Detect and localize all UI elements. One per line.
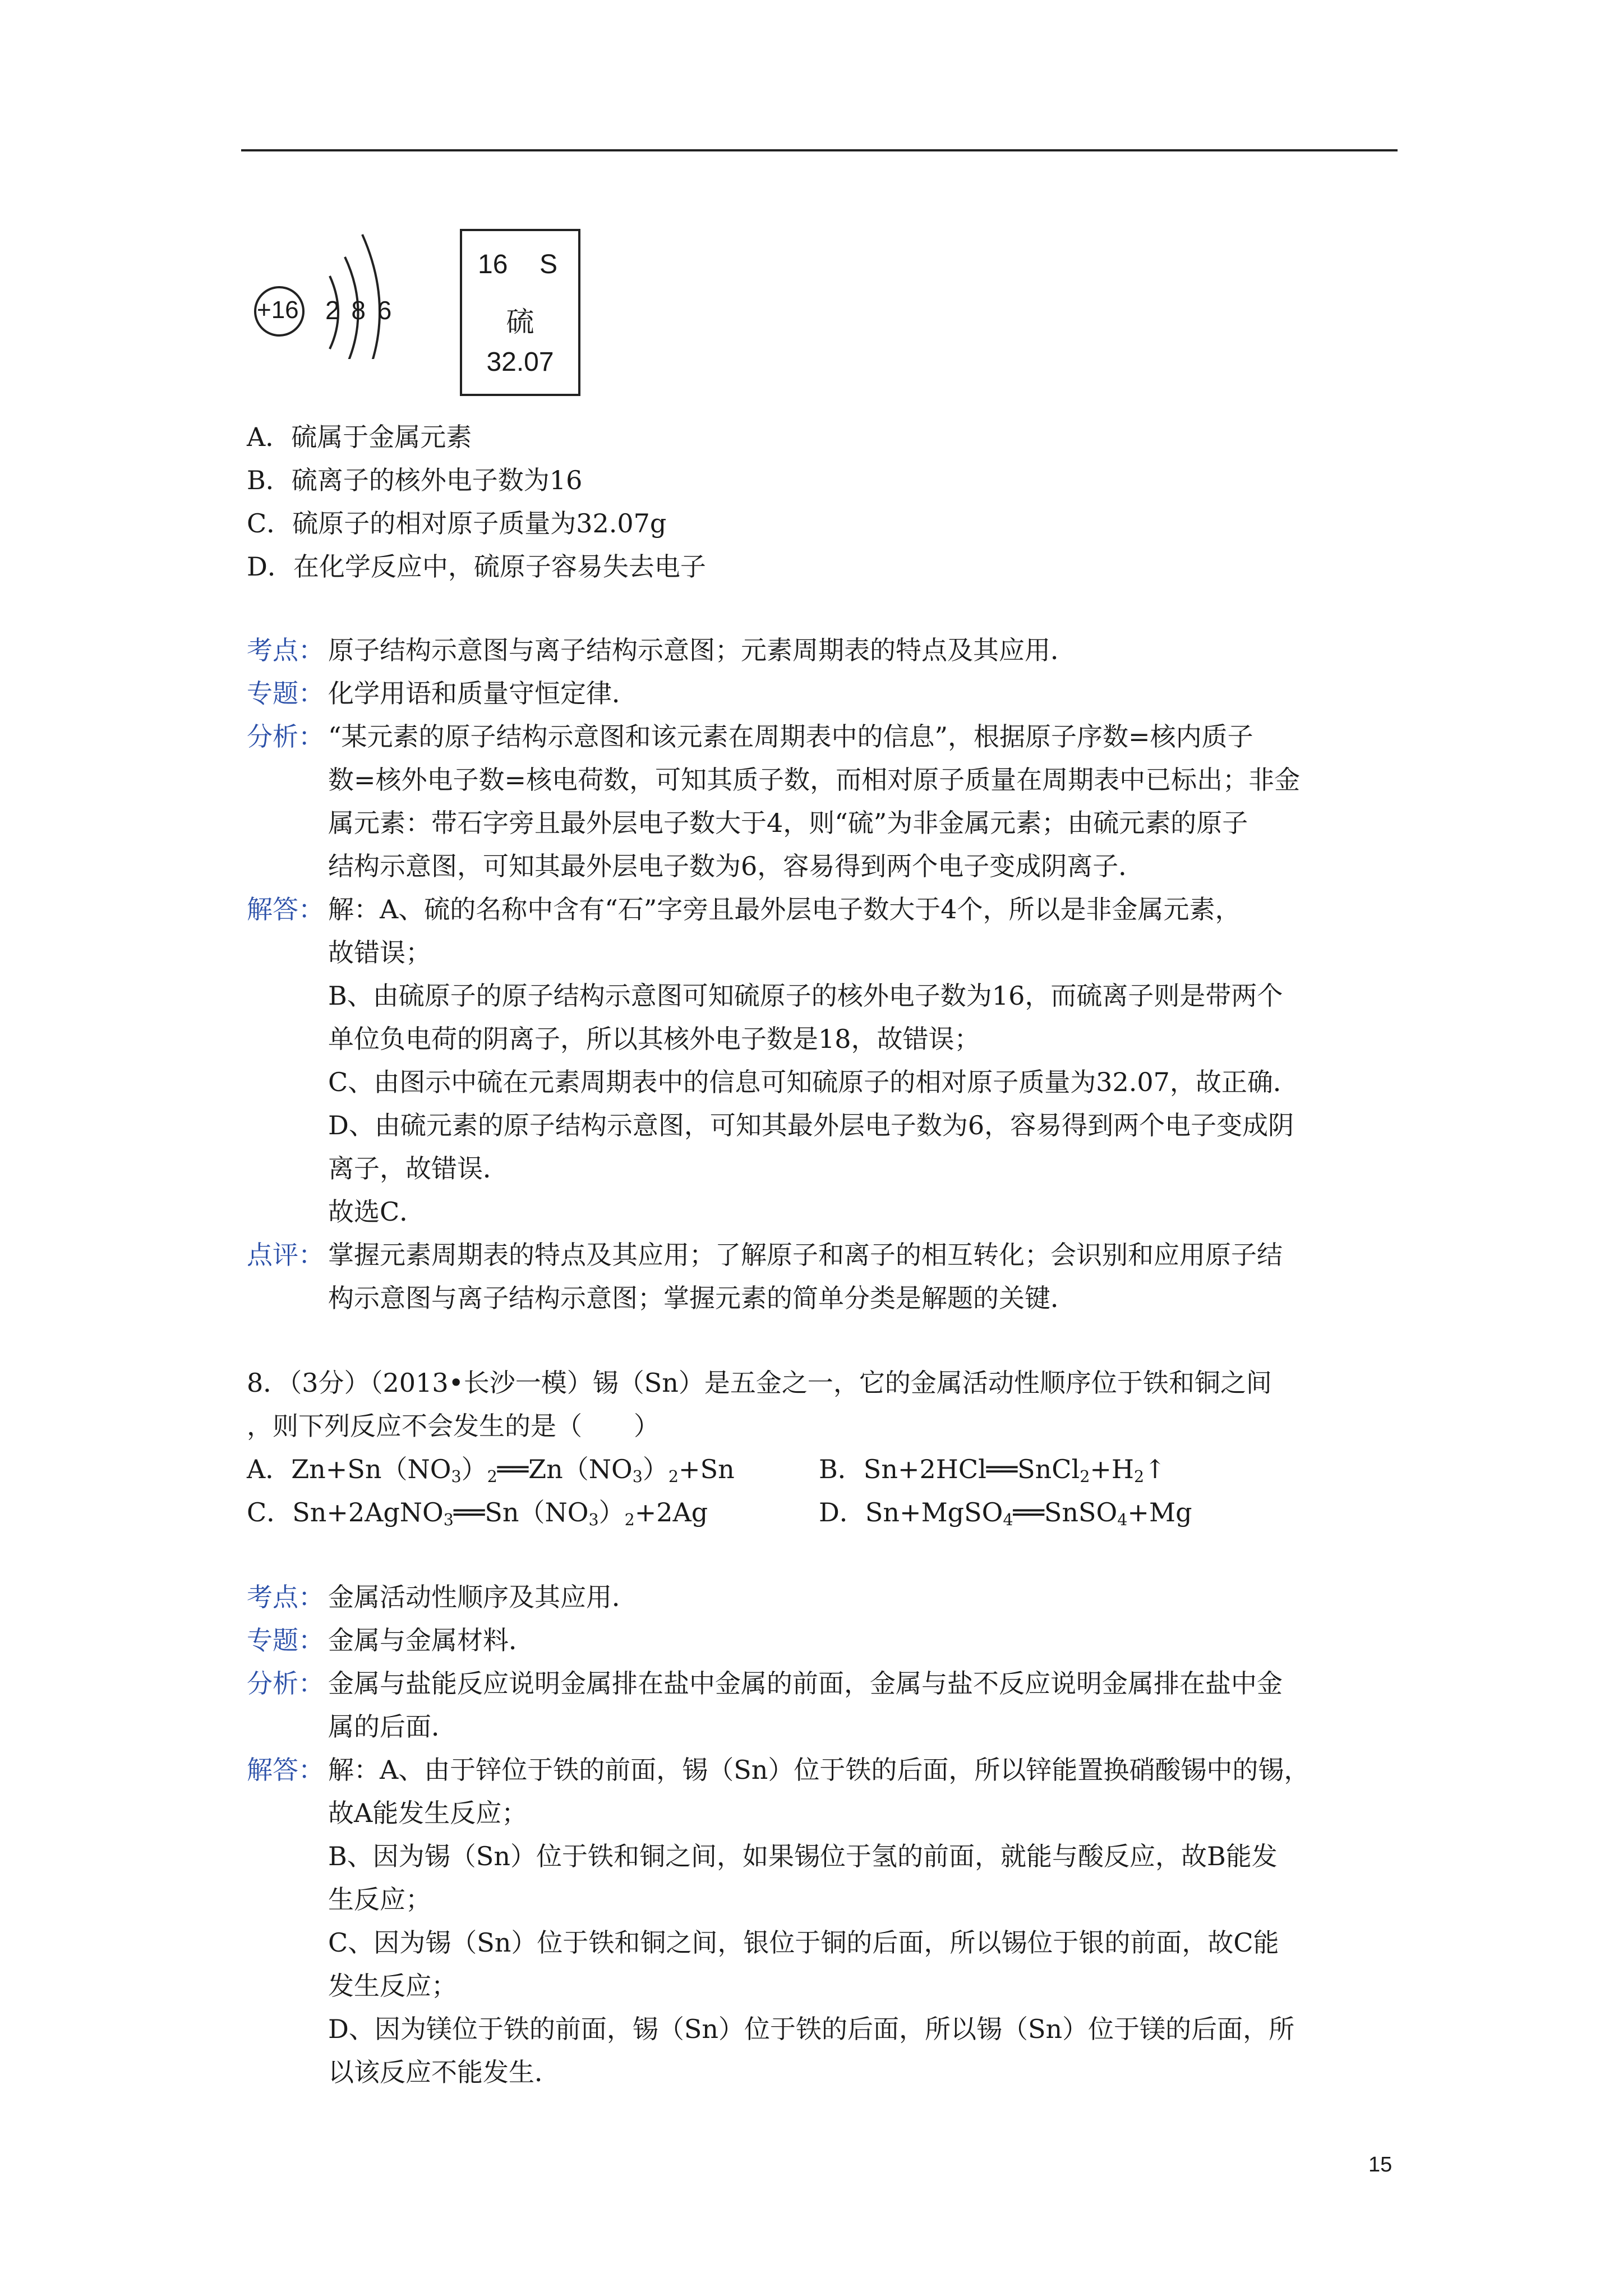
q8-jieda-line: D、因为镁位于铁的前面，锡（Sn）位于铁的后面，所以锡（Sn）位于镁的后面，所 bbox=[328, 2014, 1295, 2044]
q8-jieda-line: B、因为锡（Sn）位于铁和铜之间，如果锡位于氢的前面，就能与酸反应，故B能发 bbox=[328, 1841, 1278, 1871]
q8-fenxi-label: 分析： bbox=[247, 1668, 324, 1699]
q7-zhuanti-label: 专题： bbox=[247, 678, 324, 708]
q7-option-a: A．硫属于金属元素 bbox=[247, 422, 472, 452]
q7-jieda-line: D、由硫元素的原子结构示意图，可知其最外层电子数为6，容易得到两个电子变成阴 bbox=[328, 1110, 1294, 1140]
q8-jieda-line: 生反应； bbox=[328, 1884, 431, 1915]
q7-jieda-line: 故选C． bbox=[328, 1197, 426, 1227]
q7-fenxi-line: 属元素：带石字旁且最外层电子数大于4，则“硫”为非金属元素；由硫元素的原子 bbox=[328, 808, 1248, 838]
q7-fenxi-line: 数=核外电子数=核电荷数，可知其质子数，而相对原子质量在周期表中已标出；非金 bbox=[328, 765, 1301, 795]
q8-stem-line: ，则下列反应不会发生的是（ ） bbox=[247, 1411, 660, 1441]
atomic-mass: 32.07 bbox=[486, 347, 554, 377]
q8-jieda-line: 故A能发生反应； bbox=[328, 1798, 528, 1828]
q8-zhuanti: 金属与金属材料． bbox=[328, 1625, 534, 1655]
page-number: 15 bbox=[1368, 2153, 1393, 2177]
q8-option-a: A．$Zn+Sn(NO_3)_2══Zn(NO_3)_2+Sn$ bbox=[247, 1454, 735, 1487]
q8-fenxi-line: 金属与盐能反应说明金属排在盐中金属的前面，金属与盐不反应说明金属排在盐中金 bbox=[328, 1668, 1283, 1699]
electron-shells: 2 8 6 bbox=[325, 296, 392, 325]
q8-jieda-line: C、因为锡（Sn）位于铁和铜之间，银位于铜的后面，所以锡位于银的前面，故C能 bbox=[328, 1927, 1279, 1958]
q8-option-d: D．Sn+MgSO$_4$══SnSO$_4$+Mg bbox=[819, 1497, 1192, 1530]
q7-jieda-line: C、由图示中硫在元素周期表中的信息可知硫原子的相对原子质量为32.07，故正确． bbox=[328, 1067, 1299, 1097]
atom-structure-diagram bbox=[247, 208, 432, 359]
q8-option-c: C．$Sn+2AgNO_3══Sn(NO_3)_2+2Ag$ bbox=[247, 1497, 708, 1530]
q7-jieda-line: 离子，故错误． bbox=[328, 1153, 509, 1184]
element-name: 硫 bbox=[506, 306, 534, 338]
q8-jieda-label: 解答： bbox=[247, 1755, 324, 1785]
q8-zhuanti-label: 专题： bbox=[247, 1625, 324, 1655]
q7-option-d: D．在化学反应中，硫原子容易失去电子 bbox=[247, 551, 706, 582]
q7-option-b: B．硫离子的核外电子数为16 bbox=[247, 465, 583, 495]
header-rule bbox=[241, 149, 1398, 151]
q7-jieda-line: B、由硫原子的原子结构示意图可知硫原子的核外电子数为16，而硫离子则是带两个 bbox=[328, 981, 1283, 1011]
q7-jieda-line: 解：A、硫的名称中含有“石”字旁且最外层电子数大于4个，所以是非金属元素， bbox=[328, 894, 1241, 924]
q7-dianping-label: 点评： bbox=[247, 1240, 324, 1270]
q8-jieda-line: 以该反应不能发生． bbox=[328, 2057, 560, 2087]
q7-kaodian-label: 考点： bbox=[247, 635, 324, 665]
q7-jieda-label: 解答： bbox=[247, 894, 324, 924]
nucleus-charge: +16 bbox=[257, 296, 299, 324]
q8-fenxi-line: 属的后面． bbox=[328, 1711, 457, 1742]
q8-stem-line: 8．（3分）（2013•长沙一模）锡（Sn）是五金之一，它的金属活动性顺序位于铁和铜之间 bbox=[247, 1368, 1272, 1398]
q7-kaodian: 原子结构示意图与离子结构示意图；元素周期表的特点及其应用． bbox=[328, 635, 1076, 665]
q7-fenxi-label: 分析： bbox=[247, 721, 324, 752]
q7-dianping-line: 掌握元素周期表的特点及其应用；了解原子和离子的相互转化；会识别和应用原子结 bbox=[328, 1240, 1283, 1270]
q7-jieda-line: 故错误； bbox=[328, 937, 431, 968]
q8-jieda-line: 解：A、由于锌位于铁的前面，锡（Sn）位于铁的后面，所以锌能置换硝酸锡中的锡， bbox=[328, 1755, 1310, 1785]
atomic-number: 16 bbox=[478, 250, 508, 279]
q8-jieda-line: 发生反应； bbox=[328, 1971, 457, 2001]
q8-kaodian: 金属活动性顺序及其应用． bbox=[328, 1582, 638, 1612]
q7-fenxi-line: “某元素的原子结构示意图和该元素在周期表中的信息”，根据原子序数=核内质子 bbox=[328, 721, 1253, 752]
periodic-element-box bbox=[460, 229, 580, 396]
q7-jieda-line: 单位负电荷的阴离子，所以其核外电子数是18，故错误； bbox=[328, 1024, 980, 1054]
q7-fenxi-line: 结构示意图，可知其最外层电子数为6，容易得到两个电子变成阴离子． bbox=[328, 851, 1145, 881]
q8-kaodian-label: 考点： bbox=[247, 1582, 324, 1612]
q7-dianping-line: 构示意图与离子结构示意图；掌握元素的简单分类是解题的关键． bbox=[328, 1283, 1076, 1313]
q7-option-c: C．硫原子的相对原子质量为32.07g bbox=[247, 508, 667, 539]
element-symbol: S bbox=[540, 250, 558, 279]
q8-option-b: B．$Sn+2HCl══SnCl_2+H_2↑$ bbox=[819, 1454, 1166, 1487]
q7-zhuanti: 化学用语和质量守恒定律． bbox=[328, 678, 638, 708]
